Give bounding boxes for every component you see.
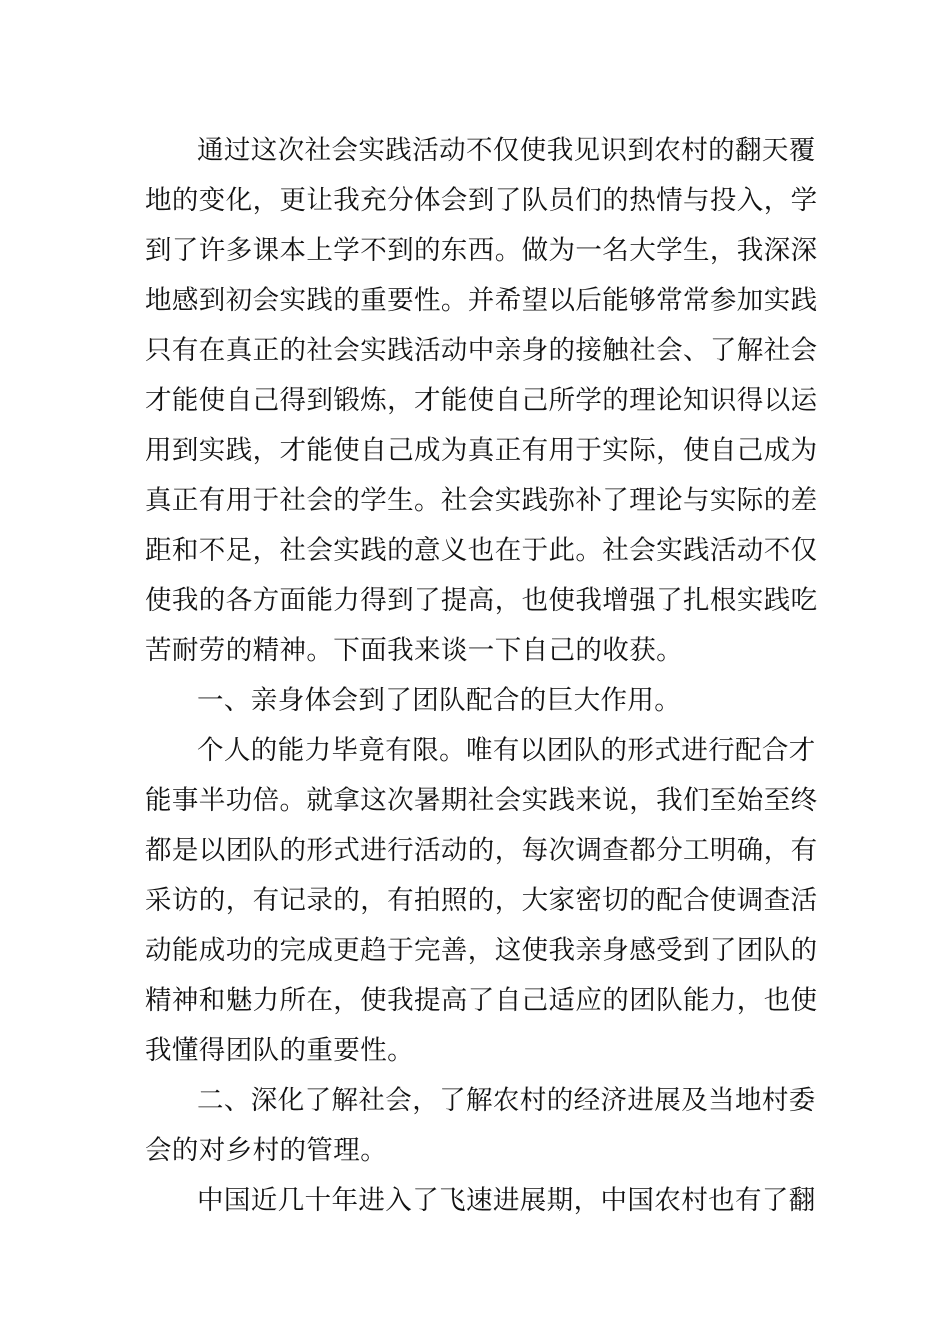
paragraph-line: 只有在真正的社会实践活动中亲身的接触社会、了解社会 <box>145 335 818 366</box>
paragraph-line: 才能使自己得到锻炼，才能使自己所学的理论知识得以运 <box>145 385 818 416</box>
section-heading-continued: 会的对乡村的管理。 <box>145 1135 388 1166</box>
paragraph-line: 能事半功倍。就拿这次暑期社会实践来说，我们至始至终 <box>145 785 818 816</box>
paragraph-line: 距和不足，社会实践的意义也在于此。社会实践活动不仅 <box>145 535 818 566</box>
paragraph-line: 地感到初会实践的重要性。并希望以后能够常常参加实践 <box>145 285 818 316</box>
paragraph-line: 地的变化，更让我充分体会到了队员们的热情与投入，学 <box>145 185 818 216</box>
paragraph-line: 苦耐劳的精神。下面我来谈一下自己的收获。 <box>145 635 683 666</box>
paragraph-line: 采访的，有记录的，有拍照的，大家密切的配合使调查活 <box>145 885 818 916</box>
paragraph-line: 动能成功的完成更趋于完善，这使我亲身感受到了团队的 <box>145 935 818 966</box>
paragraph-line: 都是以团队的形式进行活动的，每次调查都分工明确，有 <box>145 835 818 866</box>
paragraph-line: 到了许多课本上学不到的东西。做为一名大学生，我深深 <box>145 235 818 266</box>
section-heading: 二、深化了解社会，了解农村的经济进展及当地村委 <box>197 1085 816 1116</box>
paragraph-line: 个人的能力毕竟有限。唯有以团队的形式进行配合才 <box>197 735 816 766</box>
paragraph-line: 我懂得团队的重要性。 <box>145 1035 414 1066</box>
paragraph-line: 中国近几十年进入了飞速进展期，中国农村也有了翻 <box>197 1185 816 1216</box>
paragraph-line: 使我的各方面能力得到了提高，也使我增强了扎根实践吃 <box>145 585 818 616</box>
section-heading: 一、亲身体会到了团队配合的巨大作用。 <box>197 685 682 716</box>
paragraph-line: 通过这次社会实践活动不仅使我见识到农村的翻天覆 <box>197 135 816 166</box>
paragraph-line: 精神和魅力所在，使我提高了自己适应的团队能力，也使 <box>145 985 818 1016</box>
paragraph-line: 真正有用于社会的学生。社会实践弥补了理论与实际的差 <box>145 485 818 516</box>
paragraph-line: 用到实践，才能使自己成为真正有用于实际，使自己成为 <box>145 435 818 466</box>
